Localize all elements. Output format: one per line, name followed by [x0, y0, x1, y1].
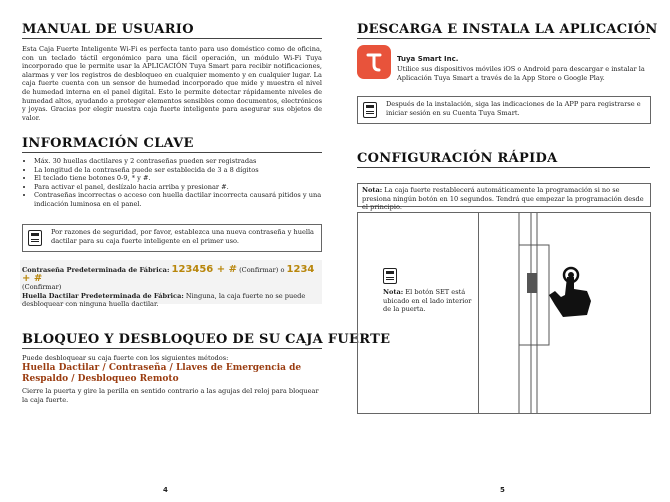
lock-title: BLOQUEO Y DESBLOQUEO DE SU CAJA FUERTE — [22, 332, 391, 347]
info-bullet: • El teclado tiene botones 0-9, * y #. — [34, 174, 334, 183]
info-title: INFORMACIÓN CLAVE — [22, 136, 194, 151]
manual-title: MANUAL DE USUARIO — [22, 22, 194, 37]
info-bullet: • Contraseñas incorrectas o acceso con huella dactilar incorrecta causará pitidos y una indicación luminosa en el panel. — [34, 191, 334, 208]
download-title: DESCARGA E INSTALA LA APLICACIÓN — [357, 22, 658, 37]
quick-title: CONFIGURACIÓN RÁPIDA — [357, 151, 558, 166]
info-bullet: • Máx. 30 huellas dactilares y 2 contraseñas pueden ser registradas — [34, 157, 334, 166]
page-number-right: 5 — [500, 486, 505, 494]
install-note — [357, 96, 651, 124]
tuya-logo-icon — [357, 45, 391, 79]
note-icon — [363, 102, 377, 118]
manual-body: Esta Caja Fuerte Inteligente Wi-Fi es perfecta tanto para uso doméstico como de oficina, con un teclado táctil ergonómico para una fácil operación, un módulo Wi-Fi Tuya incorporado que le permite usar la APLICACIÓN Tuya Smart para recibir notificaciones, alarmas y ver los registros de desbloqueo en cualquier momento y en cualquier lugar. La caja fuerte cuenta con un sensor de humedad incorporado que mide y muestra el nivel de humedad interna en el panel digital. Esto le permite detectar rápidamente niveles de humedad altos, ayudando a proteger elementos sensibles como documentos, electrónicos y joyas. Gracias por elegir nuestra caja fuerte inteligente para asegurar sus objetos de valor. — [22, 45, 322, 122]
confirm-2: (Confirmar) — [22, 283, 62, 292]
reset-note-text: La caja fuerte restablecerá automáticamente la programación si no se presiona ningún botón en 10 segundos. Tendrá que empezar la programación desde el principio. — [362, 186, 644, 212]
reset-note — [357, 183, 651, 212]
tuya-brand: Tuya Smart Inc. — [397, 55, 459, 63]
security-note — [22, 224, 322, 252]
page-number-left: 4 — [163, 486, 168, 494]
info-bullet: • La longitud de la contraseña puede ser establecida de 3 a 8 dígitos — [34, 166, 334, 175]
tuya-app-icon — [357, 45, 391, 79]
note-icon — [383, 268, 397, 284]
info-list — [14, 157, 334, 209]
safe-door-illustration — [479, 213, 650, 413]
default-fp-text: Ninguna, la caja fuerte no se puede desbloquear con ninguna huella dactilar. — [22, 291, 306, 309]
lock-close: Cierre la puerta y gire la perilla en sentido contrario a las agujas del reloj para bloquear la caja fuerte. — [22, 387, 319, 404]
info-bullet: • Para activar el panel, deslízalo hacia arriba y presionar #. — [34, 183, 334, 192]
set-note-label: Nota: — [383, 288, 404, 296]
defaults-panel — [20, 260, 322, 309]
reset-note-label: Nota: — [362, 186, 383, 194]
download-text: Utilice sus dispositivos móviles iOS o Android para descargar e instalar la Aplicación Tuya Smart a través de la App Store o Google Play. — [397, 65, 645, 82]
note-icon — [28, 230, 42, 246]
default-fp-label: Huella Dactilar Predeterminada de Fábrica: — [22, 291, 184, 300]
set-button-panel — [357, 212, 651, 414]
default-pw-1: 123456 + # — [171, 264, 237, 275]
confirm-1: (Confirmar) o — [239, 266, 285, 274]
lock-intro: Puede desbloquear su caja fuerte con los siguientes métodos: — [22, 354, 229, 362]
install-note-text: Después de la instalación, siga las indicaciones de la APP para registrarse e iniciar sesión en su Cuenta Tuya Smart. — [386, 100, 641, 117]
lock-methods: Huella Dactilar / Contraseña / Llaves de Emergencia de Respaldo / Desbloqueo Remoto — [22, 363, 302, 384]
default-pw-2: 1234 + # — [22, 264, 315, 284]
set-note-text: El botón SET está ubicado en el lado interior de la puerta. — [383, 288, 472, 314]
security-note-text: Por razones de seguridad, por favor, establezca una nueva contraseña y huella dactilar para su caja fuerte inteligente en el primer uso. — [51, 228, 314, 245]
default-pw-label: Contraseña Predeterminada de Fábrica: — [22, 266, 170, 274]
